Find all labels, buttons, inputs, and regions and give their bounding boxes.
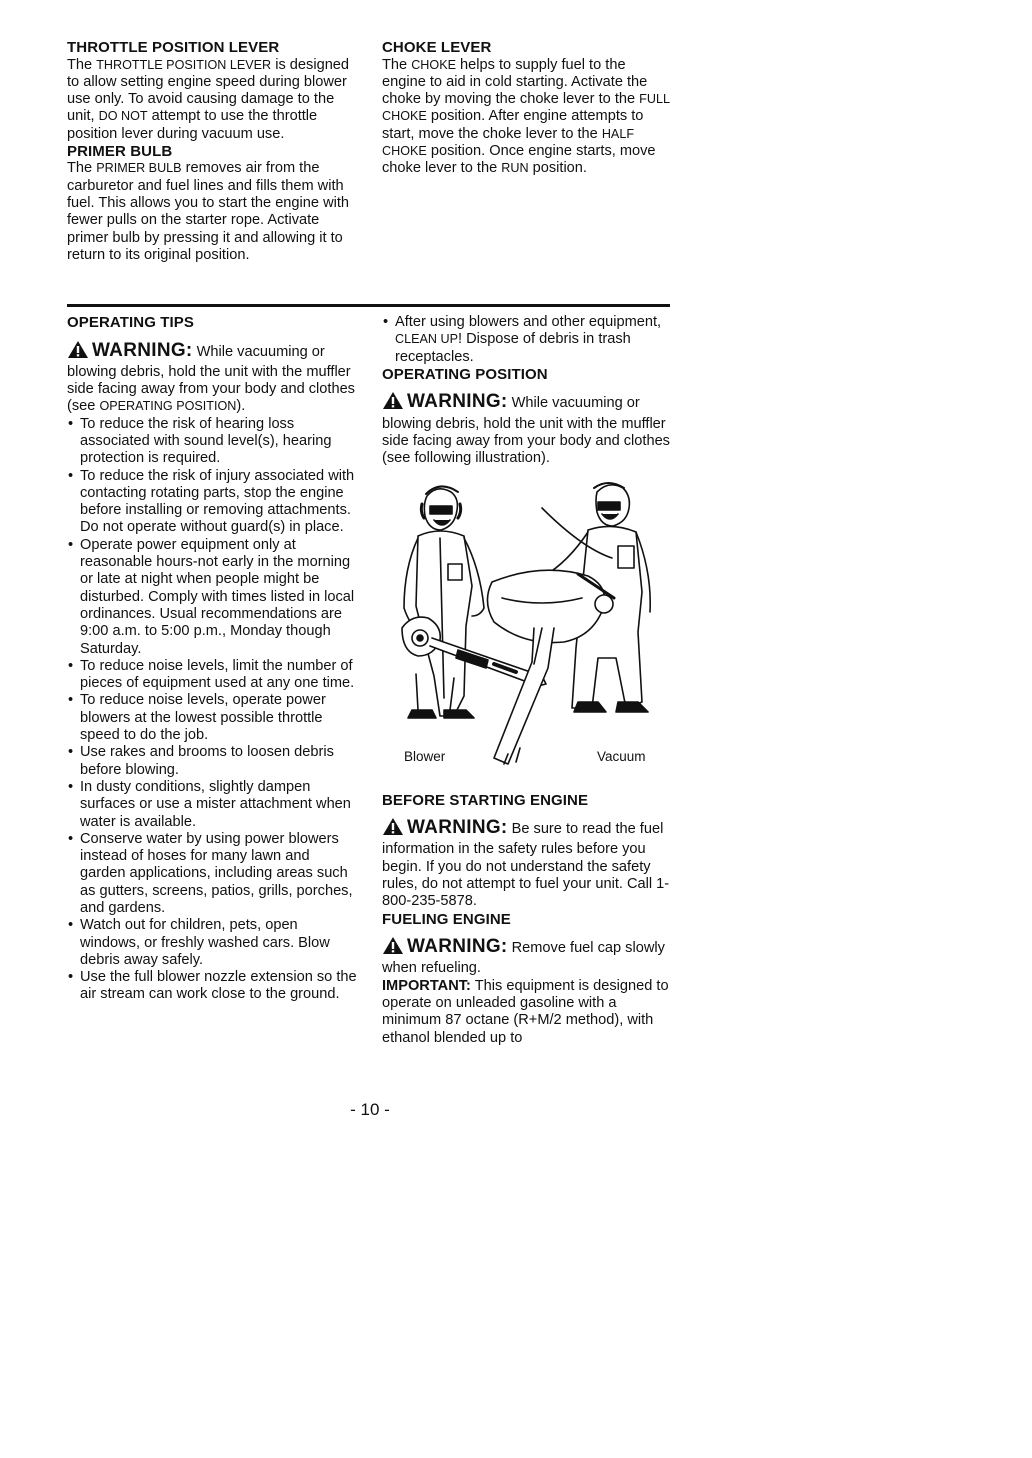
text-run: HALF CHOKE bbox=[382, 126, 635, 158]
text-run: The bbox=[67, 56, 97, 73]
fueling-warning bbox=[382, 936, 672, 978]
list-item: • Use the full blower nozzle extension so the air stream can work close to the ground. bbox=[67, 969, 359, 1004]
text-run: While vacuuming or blowing debris, hold the unit with the muffler side facing away from your body and clothes (see following illustration). bbox=[382, 395, 670, 467]
choke-paragraph bbox=[382, 57, 672, 178]
blower-caption: Blower bbox=[404, 748, 446, 764]
warning-label: WARNING: bbox=[407, 817, 508, 839]
list-item: • To reduce the risk of hearing loss associated with sound level(s), hearing protection is required. bbox=[67, 416, 359, 468]
warning-triangle-icon bbox=[382, 391, 404, 415]
text-run: OPERATING POSITION bbox=[99, 399, 237, 414]
choke-heading: CHOKE LEVER bbox=[382, 39, 492, 56]
warning-triangle-icon bbox=[67, 340, 89, 364]
text-run: position. bbox=[528, 160, 587, 177]
warning-triangle-icon bbox=[382, 936, 404, 960]
text-run: The bbox=[382, 56, 412, 73]
list-item: • Operate power equipment only at reasonable hours-not early in the morning or late at night when people might be disturbed. Comply with times listed in local ordinances. Usual recommendations are 9:00 a.m. to 5:00 p.m., Monday though Saturday. bbox=[67, 537, 359, 658]
list-item: • Use rakes and brooms to loosen debris before blowing. bbox=[67, 744, 359, 779]
important-paragraph bbox=[382, 978, 672, 1047]
text-run: This equipment is designed to operate on unleaded gasoline with a minimum 87 octane (R+M/2 method), with ethanol blended up to bbox=[382, 977, 669, 1046]
operating-tips-column bbox=[67, 314, 359, 1004]
page-number: - 10 - bbox=[350, 1100, 390, 1119]
operating-position-column bbox=[382, 314, 672, 1047]
before-starting-warning bbox=[382, 817, 672, 910]
text-run: position. Once engine starts, move choke lever to the bbox=[382, 142, 656, 177]
list-item: • To reduce noise levels, limit the number of pieces of equipment used at any one time. bbox=[67, 658, 359, 693]
left-top-column bbox=[67, 39, 359, 264]
text-run: The bbox=[67, 160, 97, 177]
operating-position-warning bbox=[382, 391, 672, 467]
throttle-heading: THROTTLE POSITION LEVER bbox=[67, 39, 280, 56]
text-run: helps to supply fuel to the engine to aid in cold starting. Activate the choke by moving the choke lever to the bbox=[382, 56, 648, 108]
primer-paragraph bbox=[67, 160, 359, 264]
text-run: Remove fuel cap slowly when refueling. bbox=[382, 940, 665, 977]
list-item: • Conserve water by using power blowers instead of hoses for many lawn and garden applications, including areas such as gutters, screens, patios, grills, porches, and gardens. bbox=[67, 831, 359, 917]
list-item: • To reduce the risk of injury associated with contacting rotating parts, stop the engine before installing or removing attachments. Do not operate without guard(s) in place. bbox=[67, 468, 359, 537]
operators-illustration bbox=[382, 478, 672, 768]
throttle-paragraph bbox=[67, 57, 359, 143]
operating-tips-heading: OPERATING TIPS bbox=[67, 314, 194, 331]
text-run: RUN bbox=[501, 161, 529, 176]
text-run: attempt to use the throttle position lever during vacuum use. bbox=[67, 108, 318, 142]
text-run: FULL CHOKE bbox=[382, 92, 670, 124]
text-run: After using blowers and other equipment, bbox=[395, 314, 662, 330]
text-run: removes air from the carburetor and fuel lines and fills them with fuel. This allows you to start the engine with fewer pulls on the starter rope. Activate primer bulb by pressing it and allowing it to return to its original position. bbox=[67, 160, 350, 263]
vacuum-caption: Vacuum bbox=[597, 748, 646, 764]
text-run: is designed to allow setting engine speed during blower use only. To avoid causing damage to the unit, bbox=[67, 56, 350, 125]
list-item bbox=[382, 314, 672, 366]
important-label: IMPORTANT: bbox=[382, 977, 471, 994]
text-run: CHOKE bbox=[411, 57, 456, 72]
text-run: ). bbox=[236, 398, 246, 415]
section-divider bbox=[67, 304, 670, 307]
operating-tips-warning bbox=[67, 340, 359, 416]
warning-label: WARNING: bbox=[407, 391, 508, 413]
primer-heading: PRIMER BULB bbox=[67, 142, 173, 160]
operating-position-heading: OPERATING POSITION bbox=[382, 365, 548, 383]
text-run: position. After engine attempts to start, move the choke lever to the bbox=[382, 108, 644, 142]
list-item: • In dusty conditions, slightly dampen surfaces or use a mister attachment when water is available. bbox=[67, 779, 359, 831]
warning-label: WARNING: bbox=[92, 339, 193, 361]
text-run: DO NOT bbox=[98, 109, 148, 124]
operating-tips-list bbox=[67, 416, 359, 1004]
text-run: THROTTLE POSITION LEVER bbox=[96, 57, 272, 72]
list-item: • Watch out for children, pets, open windows, or freshly washed cars. Blow debris away safely. bbox=[67, 917, 359, 969]
cleanup-list bbox=[382, 314, 672, 366]
text-run: Be sure to read the fuel information in the safety rules before you begin. If you do not understand the safety rules, do not attempt to fuel your unit. Call 1-800-235-5878. bbox=[382, 821, 670, 910]
text-run: CLEAN UP bbox=[395, 332, 458, 347]
vacuum-operator-figure bbox=[487, 483, 650, 764]
before-starting-heading: BEFORE STARTING ENGINE bbox=[382, 791, 589, 809]
list-item: • To reduce noise levels, operate power blowers at the lowest possible throttle speed to do the job. bbox=[67, 692, 359, 744]
text-run: ! Dispose of debris in trash receptacles. bbox=[395, 331, 631, 365]
right-top-column bbox=[382, 39, 672, 178]
fueling-engine-heading: FUELING ENGINE bbox=[382, 910, 511, 928]
warning-triangle-icon bbox=[382, 817, 404, 841]
text-run: While vacuuming or blowing debris, hold the unit with the muffler side facing away from your body and clothes (see bbox=[67, 343, 355, 415]
warning-label: WARNING: bbox=[407, 936, 508, 958]
text-run: PRIMER BULB bbox=[96, 161, 182, 176]
operating-position-illustration bbox=[382, 478, 672, 778]
